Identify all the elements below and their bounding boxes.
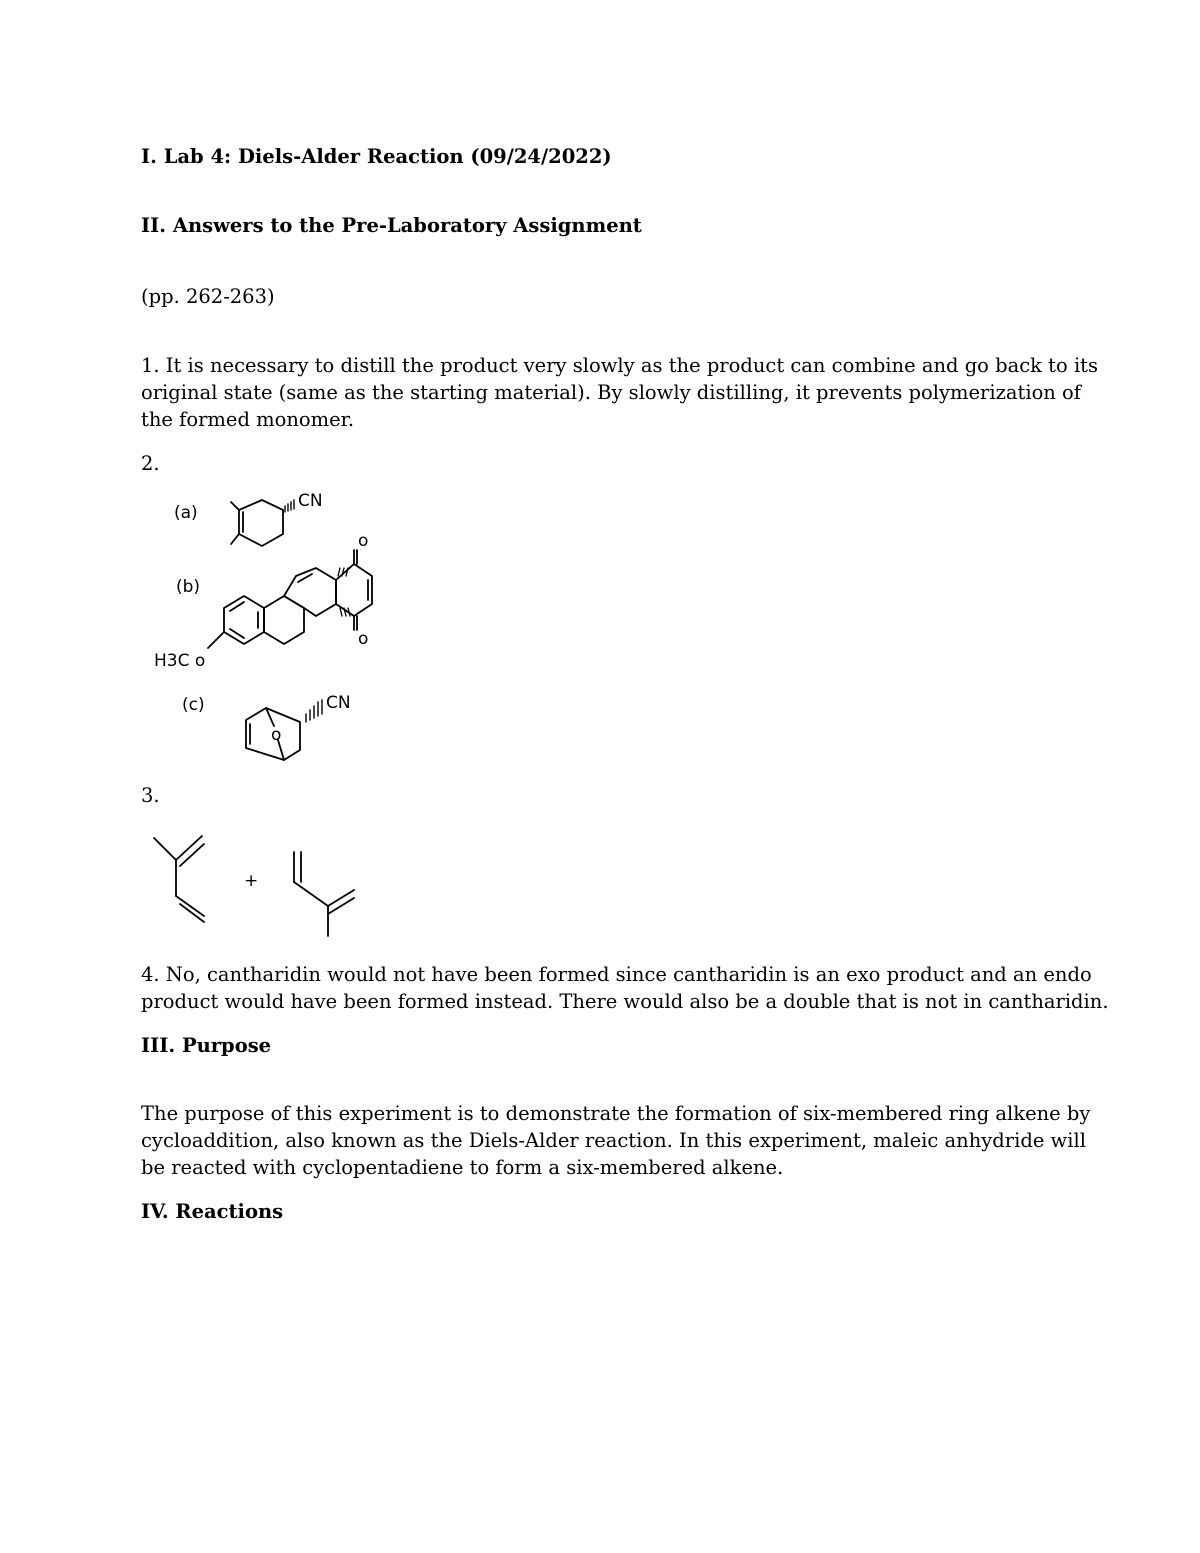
ring-b2 [264, 596, 304, 644]
structure-c [246, 700, 322, 760]
answer-2-label: 2. [141, 452, 160, 475]
oxygen-label-bottom: o [358, 629, 369, 649]
methyl-a-bottom [231, 534, 239, 544]
label-b: (b) [176, 577, 201, 597]
diene-1 [154, 836, 204, 922]
quinone-ring [336, 564, 372, 616]
hash-wedge-a [285, 500, 294, 512]
diene-1-bond-a2 [180, 844, 204, 866]
methyl-a-top [231, 502, 239, 510]
structures-drawing [146, 488, 391, 768]
hash-wedges-b [338, 568, 350, 616]
methoxy-bond [208, 632, 224, 648]
answer-1-line-1: 1. It is necessary to distill the product very slowly as the product can combine and go back to its [141, 354, 1099, 377]
diene-1-methyl [154, 838, 176, 860]
answer-4-line-2: product would have been formed instead. There would also be a double that is not in cantharidin. [141, 990, 1109, 1013]
plus-sign: + [244, 871, 259, 891]
label-a: (a) [174, 503, 198, 523]
diene-2-bond-c [328, 890, 354, 906]
methoxy-label: H3C o [154, 651, 206, 671]
purpose-line-1: The purpose of this experiment is to demonstrate the formation of six-membered ring alkene by [141, 1102, 1091, 1125]
purpose-line-2: cycloaddition, also known as the Diels-Alder reaction. In this experiment, maleic anhydride will [141, 1129, 1086, 1152]
label-c: (c) [182, 695, 205, 715]
prelab-answers-heading: II. Answers to the Pre-Laboratory Assignment [141, 214, 642, 237]
purpose-line-3: be reacted with cyclopentadiene to form a six-membered alkene. [141, 1156, 784, 1179]
answer-4-line-1: 4. No, cantharidin would not have been formed since cantharidin is an exo product and an endo [141, 963, 1092, 986]
cn-label-c: CN [326, 693, 351, 713]
answer-3-dienes-figure [146, 824, 366, 944]
page-reference: (pp. 262-263) [141, 285, 275, 308]
diene-2-bond-b [294, 882, 328, 906]
structure-a [231, 500, 294, 546]
answer-1-line-3: the formed monomer. [141, 408, 355, 431]
answer-2-structures-figure [146, 488, 391, 768]
hash-wedge-c [306, 700, 322, 722]
dienes-drawing [146, 824, 366, 944]
answer-1-line-2: original state (same as the starting material). By slowly distilling, it prevents polymerization of [141, 381, 1082, 404]
diene-1-bond-a [176, 836, 202, 860]
oxygen-label-bridge: o [271, 725, 282, 745]
structure-b [208, 550, 372, 648]
diene-2 [294, 852, 354, 936]
answer-3-label: 3. [141, 784, 160, 807]
reactions-heading: IV. Reactions [141, 1200, 284, 1223]
ring-a [239, 500, 283, 546]
oxygen-label-top: o [358, 531, 369, 551]
diene-2-bond-c2 [328, 898, 354, 914]
cn-label-a: CN [298, 491, 323, 511]
diene-1-bond-c [176, 896, 204, 916]
lab-title-heading: I. Lab 4: Diels-Alder Reaction (09/24/2022) [141, 145, 612, 168]
purpose-heading: III. Purpose [141, 1034, 272, 1057]
